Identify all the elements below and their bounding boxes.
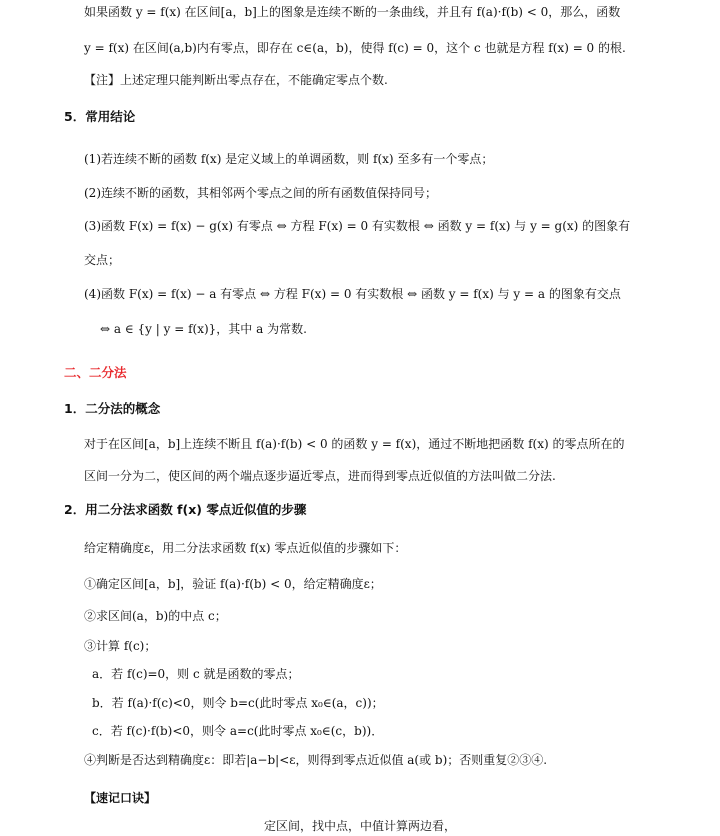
theorem-line-1: 如果函数 y = f(x) 在区间[a，b]上的图象是连续不断的一条曲线，并且有 f(a)·f(b) < 0，那么，函数	[84, 5, 621, 19]
theorem-line-2: y = f(x) 在区间(a,b)内有零点，即存在 c∈(a，b)，使得 f(c) = 0，这个 c 也就是方程 f(x) = 0 的根.	[84, 41, 626, 55]
conclusion-item-1: (1)若连续不断的函数 f(x) 是定义域上的单调函数，则 f(x) 至多有一个零点；	[84, 152, 494, 166]
theorem-note: 【注】上述定理只能判断出零点存在，不能确定零点个数.	[84, 73, 388, 87]
step-1: ①确定区间[a，b]，验证 f(a)·f(b) < 0，给定精确度ε；	[84, 577, 382, 591]
bisection-concept-line-2: 区间一分为二，使区间的两个端点逐步逼近零点，进而得到零点近似值的方法叫做二分法.	[84, 469, 556, 483]
part-2-heading: 二、二分法	[64, 365, 127, 380]
step-2: ②求区间(a，b)的中点 c；	[84, 609, 227, 623]
bisection-steps-heading: 2．用二分法求函数 f(x) 零点近似值的步骤	[64, 502, 307, 517]
conclusion-item-2: (2)连续不断的函数，其相邻两个零点之间的所有函数值保持同号；	[84, 186, 438, 200]
bisection-concept-line-1: 对于在区间[a，b]上连续不断且 f(a)·f(b) < 0 的函数 y = f(x)，通过不断地把函数 f(x) 的零点所在的	[84, 437, 625, 451]
mnemonic-line-1: 定区间，找中点，中值计算两边看，	[263, 819, 456, 833]
mnemonic-heading: 【速记口诀】	[84, 791, 157, 805]
step-3: ③计算 f(c)；	[84, 639, 157, 653]
conclusion-item-3: (3)函数 F(x) = f(x) − g(x) 有零点 ⇔ 方程 F(x) = 0 有实数根 ⇔ 函数 y = f(x) 与 y = g(x) 的图象有	[84, 219, 631, 233]
step-3-case-b: b．若 f(a)·f(c)<0，则令 b=c(此时零点 x₀∈(a，c))；	[92, 696, 384, 710]
bisection-steps-intro: 给定精确度ε，用二分法求函数 f(x) 零点近似值的步骤如下：	[84, 541, 407, 555]
step-3-case-c: c．若 f(c)·f(b)<0，则令 a=c(此时零点 x₀∈(c，b))．	[92, 724, 384, 738]
conclusion-item-4-cont: ⇔ a ∈ {y | y = f(x)}，其中 a 为常数.	[100, 322, 307, 336]
step-4: ④判断是否达到精确度ε：即若|a−b|<ε，则得到零点近似值 a(或 b)；否则重复②③④.	[84, 753, 548, 767]
section-5-heading: 5．常用结论	[64, 109, 136, 124]
conclusion-item-4: (4)函数 F(x) = f(x) − a 有零点 ⇔ 方程 F(x) = 0 有实数根 ⇔ 函数 y = f(x) 与 y = a 的图象有交点	[84, 287, 621, 301]
step-3-case-a: a．若 f(c)=0，则 c 就是函数的零点；	[92, 667, 300, 681]
conclusion-item-3-cont: 交点；	[84, 253, 121, 267]
bisection-concept-heading: 1．二分法的概念	[64, 401, 161, 416]
